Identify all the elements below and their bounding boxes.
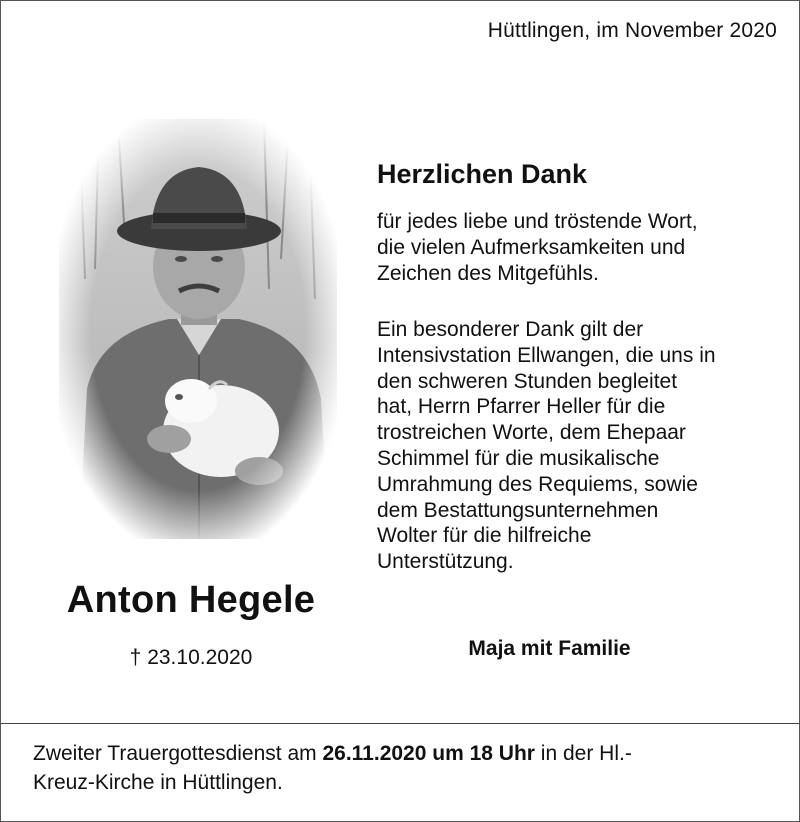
text-line: hat, Herrn Pfarrer Heller für die (377, 395, 666, 419)
deceased-name: Anton Hegele (66, 579, 316, 621)
service-text-end: in der Hl.- (534, 742, 632, 765)
text-line: die vielen Aufmerksamkeiten und (377, 235, 686, 259)
service-line-1 (33, 739, 773, 768)
text-line: den schweren Stunden begleitet (377, 369, 678, 393)
text-line: für jedes liebe und tröstende Wort, (377, 210, 698, 233)
text-line: Zeichen des Mitgefühls. (377, 261, 599, 285)
text-line: Schimmel für die musikalische (377, 446, 660, 470)
service-datetime: 26.11.2020 um 18 Uhr (322, 742, 535, 765)
thanks-paragraph-2 (377, 317, 716, 575)
service-text-start: Zweiter Trauergottesdienst am (33, 742, 323, 765)
text-line: dem Bestattungsunternehmen (377, 498, 659, 522)
signature: Maja mit Familie (468, 637, 631, 660)
place-date: Hüttlingen, im November 2020 (487, 19, 777, 42)
thanks-heading: Herzlichen Dank (377, 159, 588, 189)
text-line: Umrahmung des Requiems, sowie (377, 472, 698, 496)
death-date-line (31, 646, 351, 670)
cross-icon: † (129, 646, 142, 669)
text-line: Unterstützung. (377, 550, 514, 574)
text-line: Ein besonderer Dank gilt der (377, 318, 644, 341)
text-line: trostreichen Worte, dem Ehepaar (377, 421, 686, 445)
service-line-2: Kreuz-Kirche in Hüttlingen. (33, 771, 283, 794)
text-line: Wolter für die hilfreiche (377, 524, 592, 548)
service-notice (33, 739, 773, 797)
portrait-photo (59, 119, 337, 539)
text-line: Intensivstation Ellwangen, die uns in (377, 343, 716, 367)
divider (1, 723, 800, 724)
death-date: 23.10.2020 (147, 646, 253, 669)
thanks-paragraph-1 (377, 209, 698, 286)
